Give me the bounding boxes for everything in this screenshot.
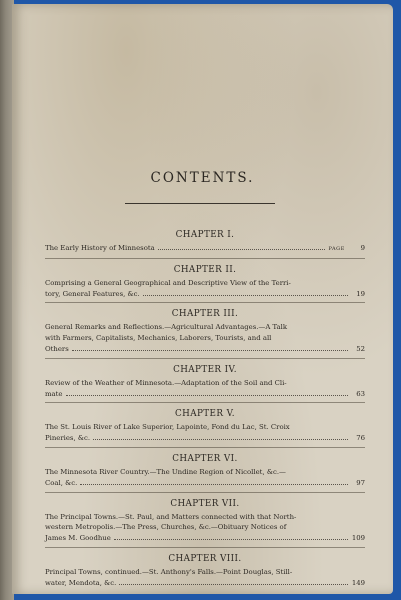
chapter-description [45, 243, 365, 255]
entry-line: western Metropolis.—The Press, Churches, &c.—Obituary Notices of [45, 523, 287, 532]
chapter-entry [45, 309, 365, 358]
entry-line: The Principal Towns.—St. Paul, and Matters connected with that North- [45, 512, 297, 521]
entry-last-line [45, 243, 365, 255]
table-of-contents [45, 230, 365, 598]
entry-text: James M. Goodhue [45, 534, 111, 543]
leader-dots [93, 433, 348, 440]
chapter-entry [45, 409, 365, 448]
entry-last-line [45, 478, 365, 489]
chapter-title: CHAPTER III. [171, 309, 239, 320]
page-label: PAGE [328, 246, 345, 252]
page-number: 149 [351, 578, 365, 587]
entry-text: water, Mendota, &c. [45, 578, 117, 587]
leader-dots [158, 243, 326, 250]
chapter-entry [45, 230, 365, 259]
chapter-title: CHAPTER I. [175, 230, 235, 240]
leader-dots [80, 478, 348, 485]
entry-text: tory, General Features, &c. [45, 289, 140, 298]
entry-line: General Remarks and Reflections.—Agricultural Advantages.—A Talk [45, 323, 288, 332]
chapter-description [45, 512, 365, 544]
page-number: 63 [356, 389, 365, 398]
entry-line: with Farmers, Capitalists, Mechanics, Laborers, Tourists, and all [45, 334, 272, 343]
page-number: 19 [356, 289, 365, 298]
chapter-entry [45, 454, 365, 493]
leader-dots [119, 578, 348, 585]
chapter-description [45, 567, 365, 589]
entry-last-line [45, 344, 365, 355]
entry-last-line [45, 433, 365, 444]
page-title: CONTENTS. [150, 170, 255, 186]
entry-last-line [45, 533, 365, 544]
chapter-description [45, 378, 365, 400]
chapter-title: CHAPTER VII. [170, 498, 240, 509]
chapter-entry [45, 265, 365, 304]
chapter-entry [45, 499, 365, 548]
chapter-entry [45, 365, 365, 404]
leader-dots [66, 389, 349, 396]
chapter-description [45, 278, 365, 300]
entry-last-line [45, 289, 365, 300]
entry-text: mate [45, 389, 63, 398]
chapter-description [45, 467, 365, 489]
entry-text: The Early History of Minnesota [45, 244, 155, 252]
leader-dots [114, 533, 348, 540]
chapter-title: CHAPTER VIII. [168, 553, 242, 564]
chapter-description [45, 422, 365, 444]
page-number: 52 [356, 344, 365, 353]
leader-dots [143, 289, 348, 296]
page-number: 97 [356, 478, 365, 487]
chapter-title: CHAPTER V. [175, 409, 235, 420]
page-number: 9 [360, 244, 365, 252]
entry-line: Principal Towns, continued.—St. Anthony's Falls.—Point Douglas, Still- [45, 567, 293, 576]
entry-text: Coal, &c. [45, 478, 78, 487]
entry-text: Others [45, 344, 69, 353]
title-rule [125, 203, 275, 204]
chapter-entry [45, 554, 365, 592]
entry-last-line [45, 389, 365, 400]
page-number: 109 [351, 534, 365, 543]
entry-text: Pineries, &c. [45, 434, 91, 443]
book-page [12, 4, 393, 594]
chapter-title: CHAPTER VI. [172, 453, 238, 464]
entry-line: Review of the Weather of Minnesota.—Adaptation of the Soil and Cli- [45, 378, 287, 387]
page-number: 76 [356, 434, 365, 443]
entry-line: The Minnesota River Country.—The Undine Region of Nicollet, &c.— [45, 467, 286, 476]
chapter-title: CHAPTER II. [173, 264, 237, 275]
chapter-title: CHAPTER IV. [173, 364, 237, 375]
chapter-description [45, 322, 365, 354]
entry-line: The St. Louis River of Lake Superior, Lapointe, Fond du Lac, St. Croix [45, 423, 290, 432]
leader-dots [72, 344, 348, 351]
entry-line: Comprising a General Geographical and Descriptive View of the Terri- [45, 278, 291, 287]
entry-last-line [45, 578, 365, 589]
